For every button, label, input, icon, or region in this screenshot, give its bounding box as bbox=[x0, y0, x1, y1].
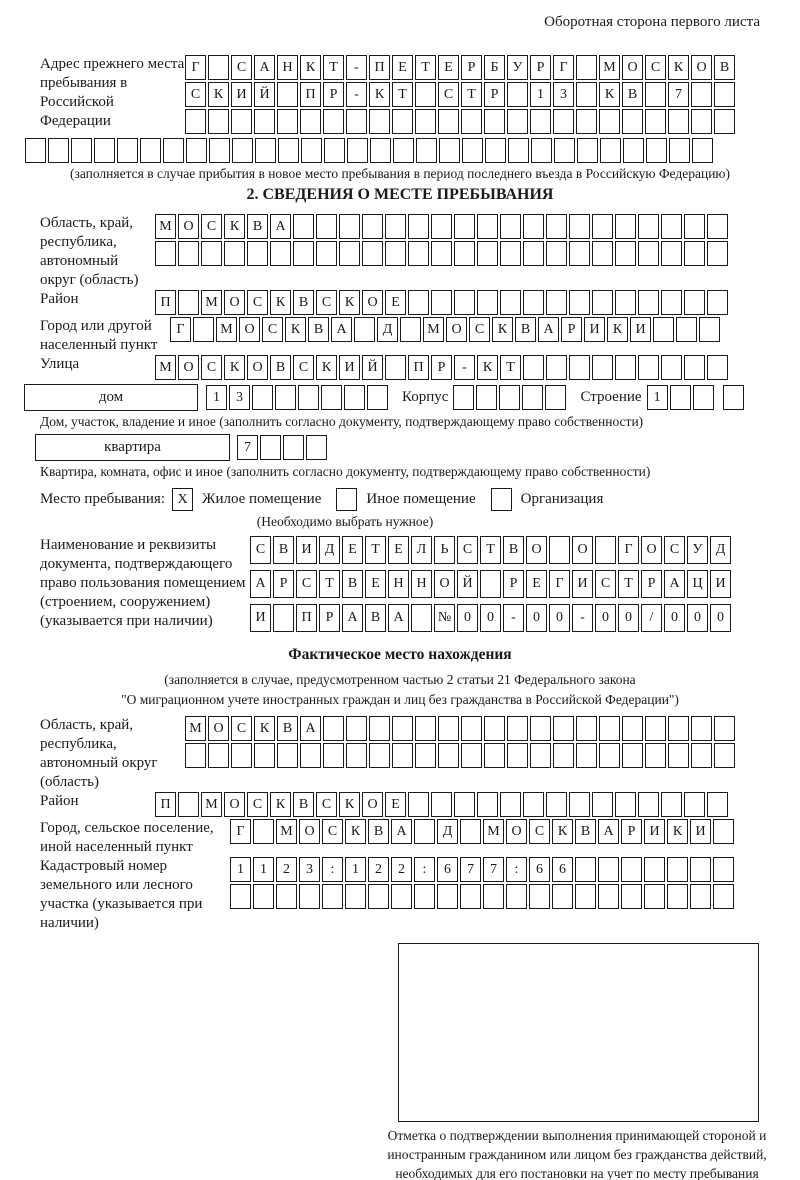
prev-address-cells bbox=[185, 55, 737, 136]
prev-address-row-3[interactable] bbox=[185, 109, 737, 134]
other-premises-checkbox[interactable] bbox=[336, 488, 357, 511]
residential-checkbox[interactable]: X bbox=[172, 488, 193, 511]
prev-address-label: Адрес прежнего места пребывания в Российской Федерации bbox=[40, 56, 185, 129]
actual-location-title: Фактическое место нахождения bbox=[288, 646, 512, 663]
field-cadastral bbox=[40, 857, 760, 933]
other-premises-label: Иное помещение bbox=[366, 491, 476, 507]
field-document bbox=[40, 536, 760, 638]
actual-region-row-1[interactable]: М О С К В А bbox=[185, 716, 737, 741]
premises-type-label: Место пребывания: bbox=[40, 491, 165, 507]
document-row-3[interactable]: И П Р А В А № 0 0 - 0 0 - 0 0 / 0 0 0 bbox=[250, 604, 733, 632]
house-box-label: дом bbox=[24, 384, 198, 411]
page-side-note: Оборотная сторона первого листа bbox=[544, 14, 760, 30]
actual-district-row[interactable]: П М О С К В С К О Е bbox=[155, 792, 730, 817]
premises-type-row bbox=[40, 488, 760, 511]
korpus-label: Корпус bbox=[402, 389, 449, 405]
street-label: Улица bbox=[40, 356, 80, 372]
actual-region-label: Область, край, республика, автономный округ (область) bbox=[40, 717, 158, 790]
field-prev-address bbox=[40, 55, 760, 136]
prev-address-row-2[interactable]: С К И Й П Р - К Т С Т Р 1 3 К В 7 bbox=[185, 82, 737, 107]
actual-district-label: Район bbox=[40, 793, 79, 809]
actual-location-note-line2: "О миграционном учете иностранных граждан и лиц без гражданства в Российской Федерации") bbox=[121, 692, 679, 707]
section2-title: 2. СВЕДЕНИЯ О МЕСТЕ ПРЕБЫВАНИЯ bbox=[246, 186, 554, 203]
region-label: Область, край, республика, автономный округ (область) bbox=[40, 215, 139, 288]
field-actual-city bbox=[40, 819, 760, 857]
actual-location-note bbox=[40, 670, 760, 710]
apartment-box-label: квартира bbox=[35, 434, 230, 461]
field-actual-district bbox=[40, 792, 760, 819]
field-region bbox=[40, 214, 760, 290]
document-label: Наименование и реквизиты документа, подтверждающего право пользования помещением (строением, сооружением) (указывается при наличии) bbox=[40, 537, 246, 629]
apartment-row bbox=[35, 434, 760, 461]
prev-address-row-4[interactable] bbox=[25, 138, 760, 163]
organization-label: Организация bbox=[520, 491, 604, 507]
house-row bbox=[24, 384, 760, 411]
cadastral-row-2[interactable] bbox=[230, 884, 736, 909]
apartment-note: Квартира, комната, офис и иное (заполнить согласно документу, подтверждающему право собственности) bbox=[40, 464, 651, 479]
document-row-1[interactable]: С В И Д Е Т Е Л Ь С Т В О О Г О С У Д bbox=[250, 536, 733, 564]
cadastral-row-1[interactable]: 1 1 2 3 : 1 2 2 : 6 7 7 : 6 6 bbox=[230, 857, 736, 882]
confirmation-mark-box bbox=[398, 943, 759, 1122]
district-row[interactable]: П М О С К В С К О Е bbox=[155, 290, 730, 315]
document-row-2[interactable]: А Р С Т В Е Н Н О Й Р Е Г И С Т Р А Ц И bbox=[250, 570, 733, 598]
residential-label: Жилое помещение bbox=[202, 491, 322, 507]
actual-region-row-2[interactable] bbox=[185, 743, 737, 768]
street-row[interactable]: М О С К О В С К И Й П Р - К Т bbox=[155, 355, 730, 380]
premises-choose-note: (Необходимо выбрать нужное) bbox=[256, 514, 434, 529]
house-note: Дом, участок, владение и иное (заполнить согласно документу, подтверждающему право собственности) bbox=[40, 414, 644, 429]
cadastral-label: Кадастровый номер земельного или лесного участка (указывается при наличии) bbox=[40, 858, 203, 931]
district-label: Район bbox=[40, 291, 79, 307]
region-row-2[interactable] bbox=[155, 241, 730, 266]
city-row[interactable]: Г М О С К В А Д М О С К В А Р И К И bbox=[170, 317, 722, 342]
confirmation-note: Отметка о подтверждении выполнения принимающей стороной и иностранным гражданином или лицом без гражданства действий, необходимых для его постановки на учет по месту пребывания bbox=[387, 1128, 767, 1180]
field-city bbox=[40, 317, 760, 355]
organization-checkbox[interactable] bbox=[491, 488, 512, 511]
stroenie-label: Строение bbox=[580, 389, 642, 405]
field-actual-region bbox=[40, 716, 760, 792]
field-street bbox=[40, 355, 760, 382]
actual-city-row[interactable]: Г М О С К В А Д М О С К В А Р И К И bbox=[230, 819, 736, 844]
stroenie-cells[interactable]: 1 bbox=[647, 385, 746, 410]
actual-city-label: Город, сельское поселение, иной населенный пункт bbox=[40, 820, 214, 855]
house-number-cells[interactable]: 1 3 bbox=[206, 385, 390, 410]
field-district bbox=[40, 290, 760, 317]
city-label: Город или другой населенный пункт bbox=[40, 318, 158, 353]
region-row-1[interactable]: М О С К В А bbox=[155, 214, 730, 239]
actual-location-note-line1: (заполняется в случае, предусмотренном частью 2 статьи 21 Федерального закона bbox=[164, 672, 636, 687]
prev-address-row-1[interactable]: Г С А Н К Т - П Е Т Е Р Б У Р Г М О С К О В bbox=[185, 55, 737, 80]
apartment-cells[interactable]: 7 bbox=[237, 435, 329, 460]
korpus-cells[interactable] bbox=[453, 385, 568, 410]
prev-address-note: (заполняется в случае прибытия в новое место пребывания в период последнего въезда в Российскую Федерацию) bbox=[69, 166, 731, 181]
